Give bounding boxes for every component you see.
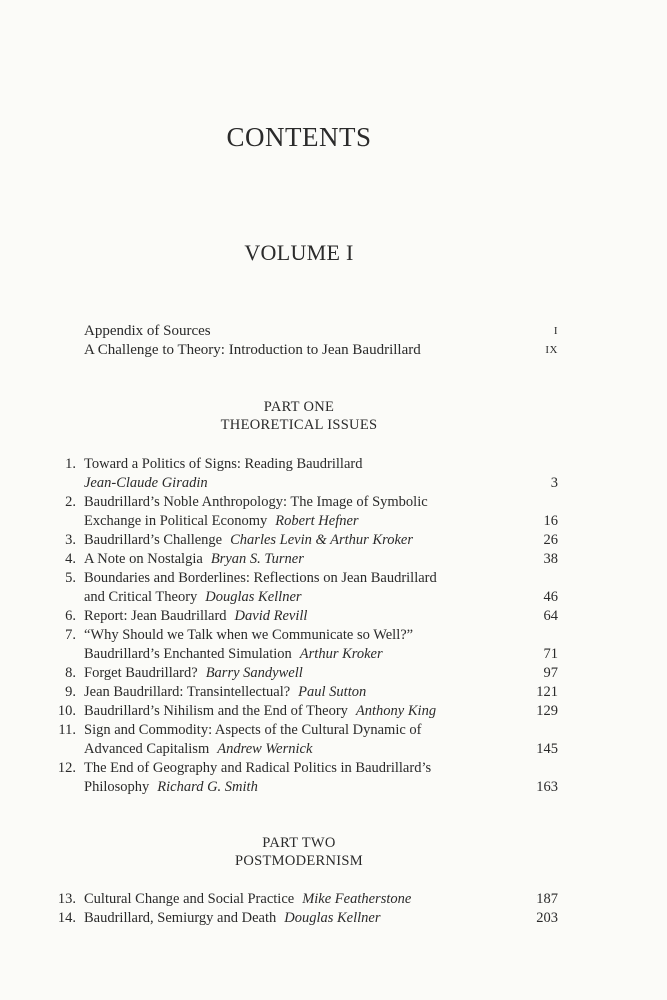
entry-title-line <box>56 645 558 664</box>
entry-title: Boundaries and Borderlines: Reflections on Jean Baudrillard <box>84 570 437 586</box>
front-matter-item <box>84 322 558 341</box>
entry-page: 38 <box>543 551 558 567</box>
entry-title: “Why Should we Talk when we Communicate so Well?” <box>84 627 414 643</box>
entry-title: Toward a Politics of Signs: Reading Baudrillard <box>84 456 363 472</box>
entry-author: David Revill <box>234 608 308 624</box>
entry-title: Baudrillard’s Noble Anthropology: The Image of Symbolic <box>84 494 428 510</box>
entry-author: Bryan S. Turner <box>210 551 304 567</box>
entry-title-line <box>56 909 558 928</box>
entry-number: 1. <box>65 456 76 472</box>
entry-title: Sign and Commodity: Aspects of the Cultural Dynamic of <box>84 722 422 738</box>
front-matter-title: Appendix of Sources <box>84 323 211 339</box>
entry-page: 71 <box>543 646 558 662</box>
toc-entry <box>56 531 558 550</box>
entry-page: 26 <box>543 532 558 548</box>
entry-title-line <box>56 664 558 683</box>
entry-title: Exchange in Political Economy <box>84 513 268 529</box>
entry-title: The End of Geography and Radical Politics in Baudrillard’s <box>84 760 432 776</box>
entry-page: 3 <box>550 475 558 491</box>
toc-entry <box>56 455 558 493</box>
entry-title-line <box>56 607 558 626</box>
entry-page: 163 <box>536 779 558 795</box>
entry-title: Forget Baudrillard? <box>84 665 198 681</box>
entry-title-line <box>56 569 558 588</box>
entry-author: Barry Sandywell <box>205 665 303 681</box>
toc-entry <box>56 759 558 797</box>
entry-title: Baudrillard’s Nihilism and the End of Theory <box>84 703 348 719</box>
entry-number: 13. <box>57 891 76 907</box>
entry-number: 4. <box>65 551 76 567</box>
entry-title-line <box>56 512 558 531</box>
entry-page: 97 <box>543 665 558 681</box>
entry-author: Anthony King <box>355 703 437 719</box>
toc-entry <box>56 550 558 569</box>
entry-title-line <box>56 740 558 759</box>
entry-title-line <box>56 550 558 569</box>
entry-title: Philosophy <box>84 779 150 795</box>
entry-page: 16 <box>543 513 558 529</box>
entry-number: 14. <box>57 910 76 926</box>
front-matter <box>84 322 558 360</box>
entry-page: 46 <box>543 589 558 605</box>
entry-author: Douglas Kellner <box>205 589 302 605</box>
entry-title: A Note on Nostalgia <box>84 551 203 567</box>
entry-number: 6. <box>65 608 76 624</box>
entry-number: 12. <box>57 760 76 776</box>
entry-title: Jean Baudrillard: Transintellectual? <box>84 684 291 700</box>
entry-title: Baudrillard, Semiurgy and Death <box>84 910 277 926</box>
entry-page: 203 <box>536 910 558 926</box>
entry-page: 145 <box>536 741 558 757</box>
entry-author: Charles Levin & Arthur Kroker <box>230 532 413 548</box>
part-one-entries <box>56 455 558 797</box>
part-subtitle: POSTMODERNISM <box>235 853 363 869</box>
entry-title: Advanced Capitalism <box>84 741 210 757</box>
entry-author: Paul Sutton <box>298 684 367 700</box>
front-matter-title: A Challenge to Theory: Introduction to Jean Baudrillard <box>84 342 421 358</box>
toc-entry <box>56 721 558 759</box>
entry-author: Douglas Kellner <box>284 910 381 926</box>
toc-entry <box>56 607 558 626</box>
entry-page: 121 <box>536 684 558 700</box>
volume-heading: VOLUME I <box>244 240 354 265</box>
entry-title-line <box>56 778 558 797</box>
entry-author: Andrew Wernick <box>217 741 313 757</box>
entry-number: 7. <box>65 627 76 643</box>
entry-number: 5. <box>65 570 76 586</box>
page-title: CONTENTS <box>226 122 372 152</box>
entry-author-line <box>56 474 558 493</box>
entry-title-line <box>56 588 558 607</box>
entry-author: Arthur Kroker <box>299 646 383 662</box>
entry-number: 9. <box>65 684 76 700</box>
entry-title-line <box>56 455 558 474</box>
toc-entry <box>56 664 558 683</box>
entry-title: Cultural Change and Social Practice <box>84 891 295 907</box>
toc-entry <box>56 702 558 721</box>
entry-number: 2. <box>65 494 76 510</box>
entry-page: 129 <box>536 703 558 719</box>
part-two-heading <box>0 834 598 870</box>
entry-title: Baudrillard’s Enchanted Simulation <box>84 646 292 662</box>
toc-entry <box>56 493 558 531</box>
entry-page: 187 <box>536 891 558 907</box>
entry-title-line <box>56 626 558 645</box>
part-subtitle: THEORETICAL ISSUES <box>220 417 378 433</box>
entry-number: 8. <box>65 665 76 681</box>
entry-title: and Critical Theory <box>84 589 198 605</box>
entry-title-line <box>56 683 558 702</box>
entry-title-line <box>56 531 558 550</box>
front-matter-page: I <box>553 325 558 337</box>
entry-number: 11. <box>58 722 76 738</box>
entry-title-line <box>56 702 558 721</box>
entry-title-line <box>56 721 558 740</box>
entry-author: Mike Featherstone <box>302 891 412 907</box>
toc-entry <box>56 626 558 664</box>
toc-entry <box>56 569 558 607</box>
entry-number: 10. <box>57 703 76 719</box>
entry-author: Richard G. Smith <box>157 779 258 795</box>
entry-title-line <box>56 890 558 909</box>
entry-title-line <box>56 759 558 778</box>
part-one-heading <box>0 398 598 434</box>
entry-title: Baudrillard’s Challenge <box>84 532 223 548</box>
part-two-entries <box>56 890 558 928</box>
toc-entry <box>56 909 558 928</box>
entry-number: 3. <box>65 532 76 548</box>
part-label: PART ONE <box>263 399 335 415</box>
front-matter-page: IX <box>545 344 558 356</box>
entry-title: Report: Jean Baudrillard <box>84 608 227 624</box>
entry-page: 64 <box>543 608 558 624</box>
entry-author: Robert Hefner <box>275 513 359 529</box>
entry-author: Jean-Claude Giradin <box>84 475 208 491</box>
entry-title-line <box>56 493 558 512</box>
part-label: PART TWO <box>262 835 336 851</box>
front-matter-item <box>84 341 558 360</box>
toc-entry <box>56 683 558 702</box>
toc-entry <box>56 890 558 909</box>
